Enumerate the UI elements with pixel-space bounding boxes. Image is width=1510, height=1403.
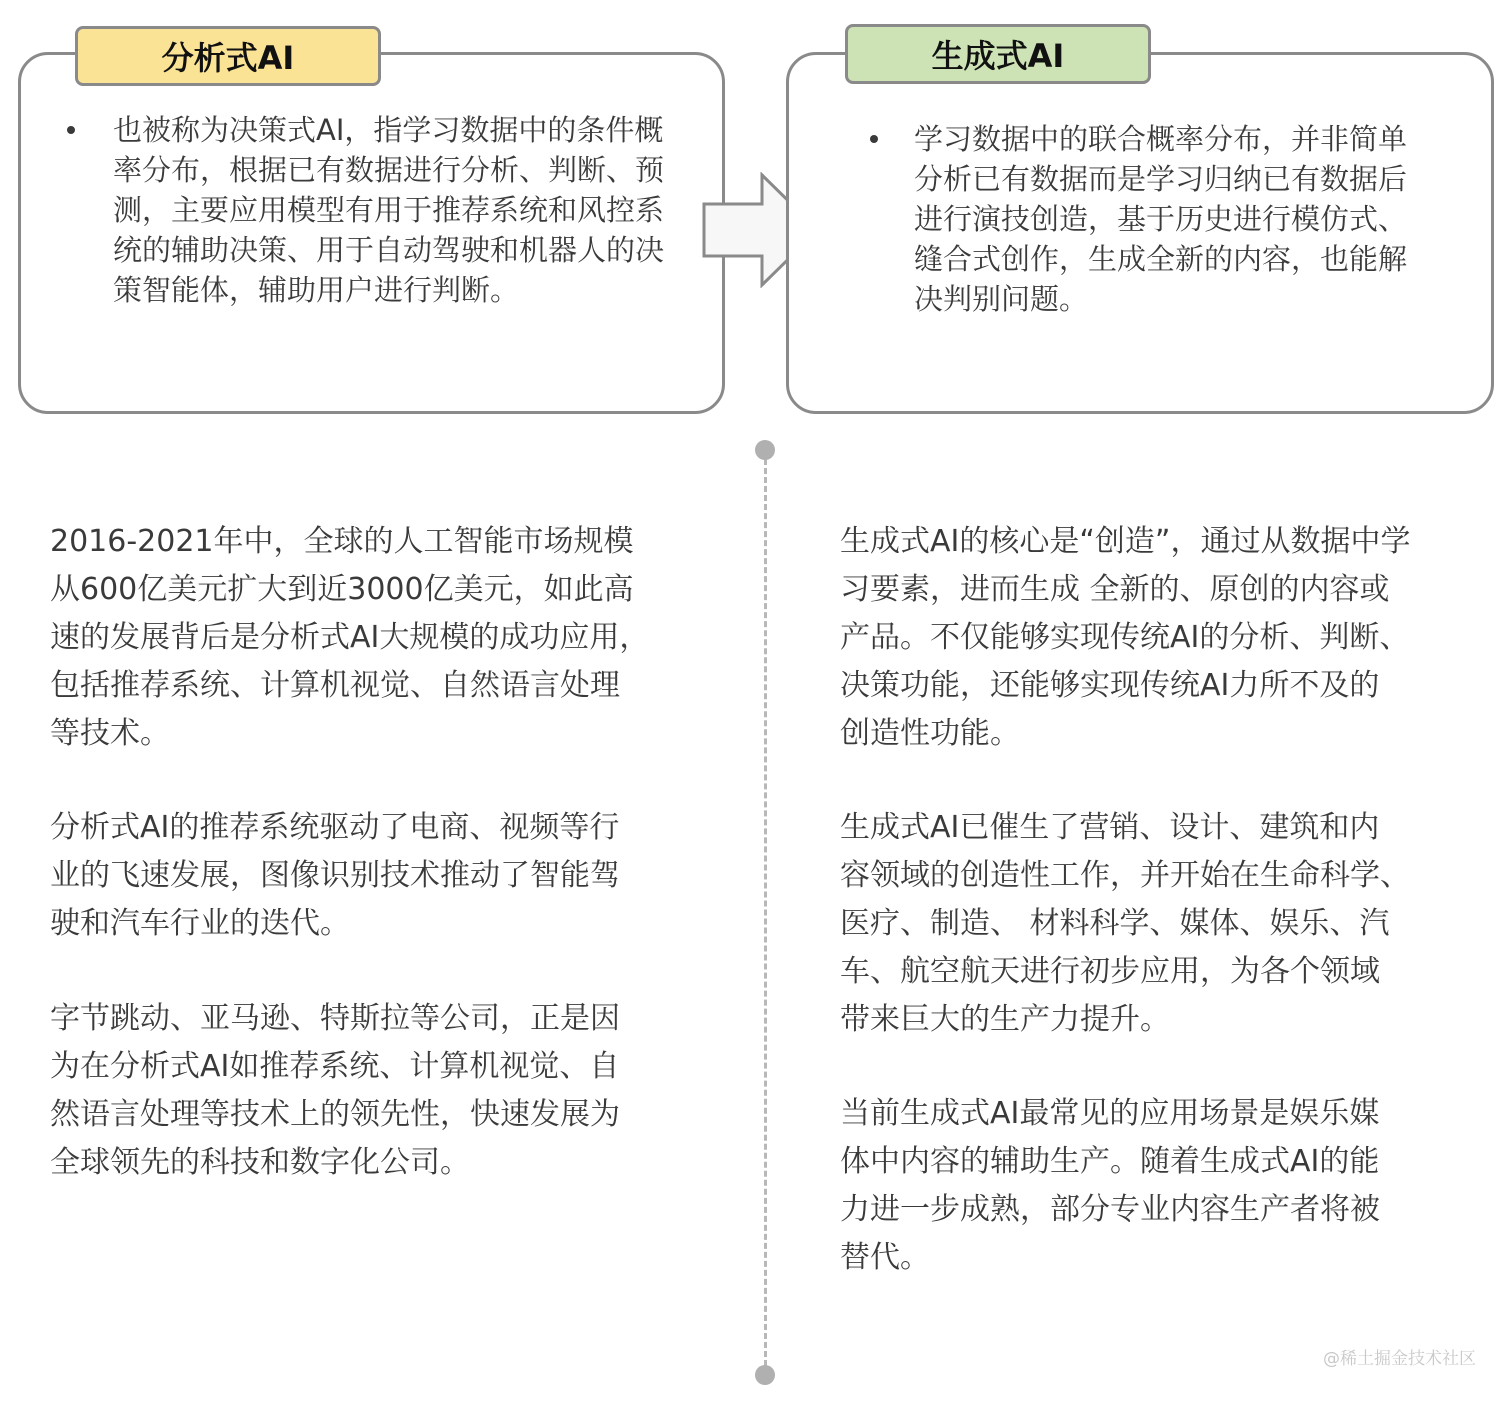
- generative-ai-paragraph-core: 生成式AI的核心是“创造”，通过从数据中学 习要素，进而生成 全新的、原创的内容或 产品。不仅能够实现传统AI的分析、判断、 决策功能，还能够实现传统AI力所不及的 创造性功能。: [840, 524, 1411, 751]
- watermark: @稀土掘金技术社区: [1323, 1349, 1476, 1369]
- divider-top-dot: [755, 440, 775, 460]
- generative-ai-paragraph-scenarios: 当前生成式AI最常见的应用场景是娱乐媒 体中内容的辅助生产。随着生成式AI的能 力进一步成熟，部分专业内容生产者将被 替代。: [840, 1096, 1380, 1275]
- generative-ai-description: 学习数据中的联合概率分布，并非简单分析已有数据而是学习归纳已有数据后进行演技创造，基于历史进行模仿式、缝合式创作，生成全新的内容，也能解决判别问题。: [914, 122, 1408, 316]
- bullet-icon: [67, 126, 75, 134]
- analytical-ai-description: 也被称为决策式AI，指学习数据中的条件概率分布，根据已有数据进行分析、判断、预测，主要应用模型有用于推荐系统和风控系统的辅助决策、用于自动驾驶和机器人的决策智能体，辅助用户进行判断。: [113, 113, 665, 307]
- analytical-ai-paragraph-companies: 字节跳动、亚马逊、特斯拉等公司，正是因 为在分析式AI如推荐系统、计算机视觉、自 然语言处理等技术上的领先性，快速发展为 全球领先的科技和数字化公司。: [50, 1001, 620, 1180]
- generative-ai-paragraph-applications: 生成式AI已催生了营销、设计、建筑和内 容领域的创造性工作，并开始在生命科学、 医疗、制造、 材料科学、媒体、娱乐、汽 车、航空航天进行初步应用，为各个领域 带来巨大的生产力提升。: [840, 810, 1410, 1037]
- bullet-icon: [870, 135, 878, 143]
- generative-ai-title: 生成式AI: [845, 24, 1151, 84]
- analytical-ai-paragraph-market: 2016-2021年中，全球的人工智能市场规模 从600亿美元扩大到近3000亿美元，如此高 速的发展背后是分析式AI大规模的成功应用， 包括推荐系统、计算机视觉、自然语言处理 等技术。: [50, 524, 650, 751]
- analytical-ai-title: 分析式AI: [75, 26, 381, 86]
- center-divider: [764, 450, 767, 1375]
- divider-bottom-dot: [755, 1365, 775, 1385]
- analytical-ai-paragraph-industry: 分析式AI的推荐系统驱动了电商、视频等行 业的飞速发展，图像识别技术推动了智能驾 驶和汽车行业的迭代。: [50, 810, 620, 941]
